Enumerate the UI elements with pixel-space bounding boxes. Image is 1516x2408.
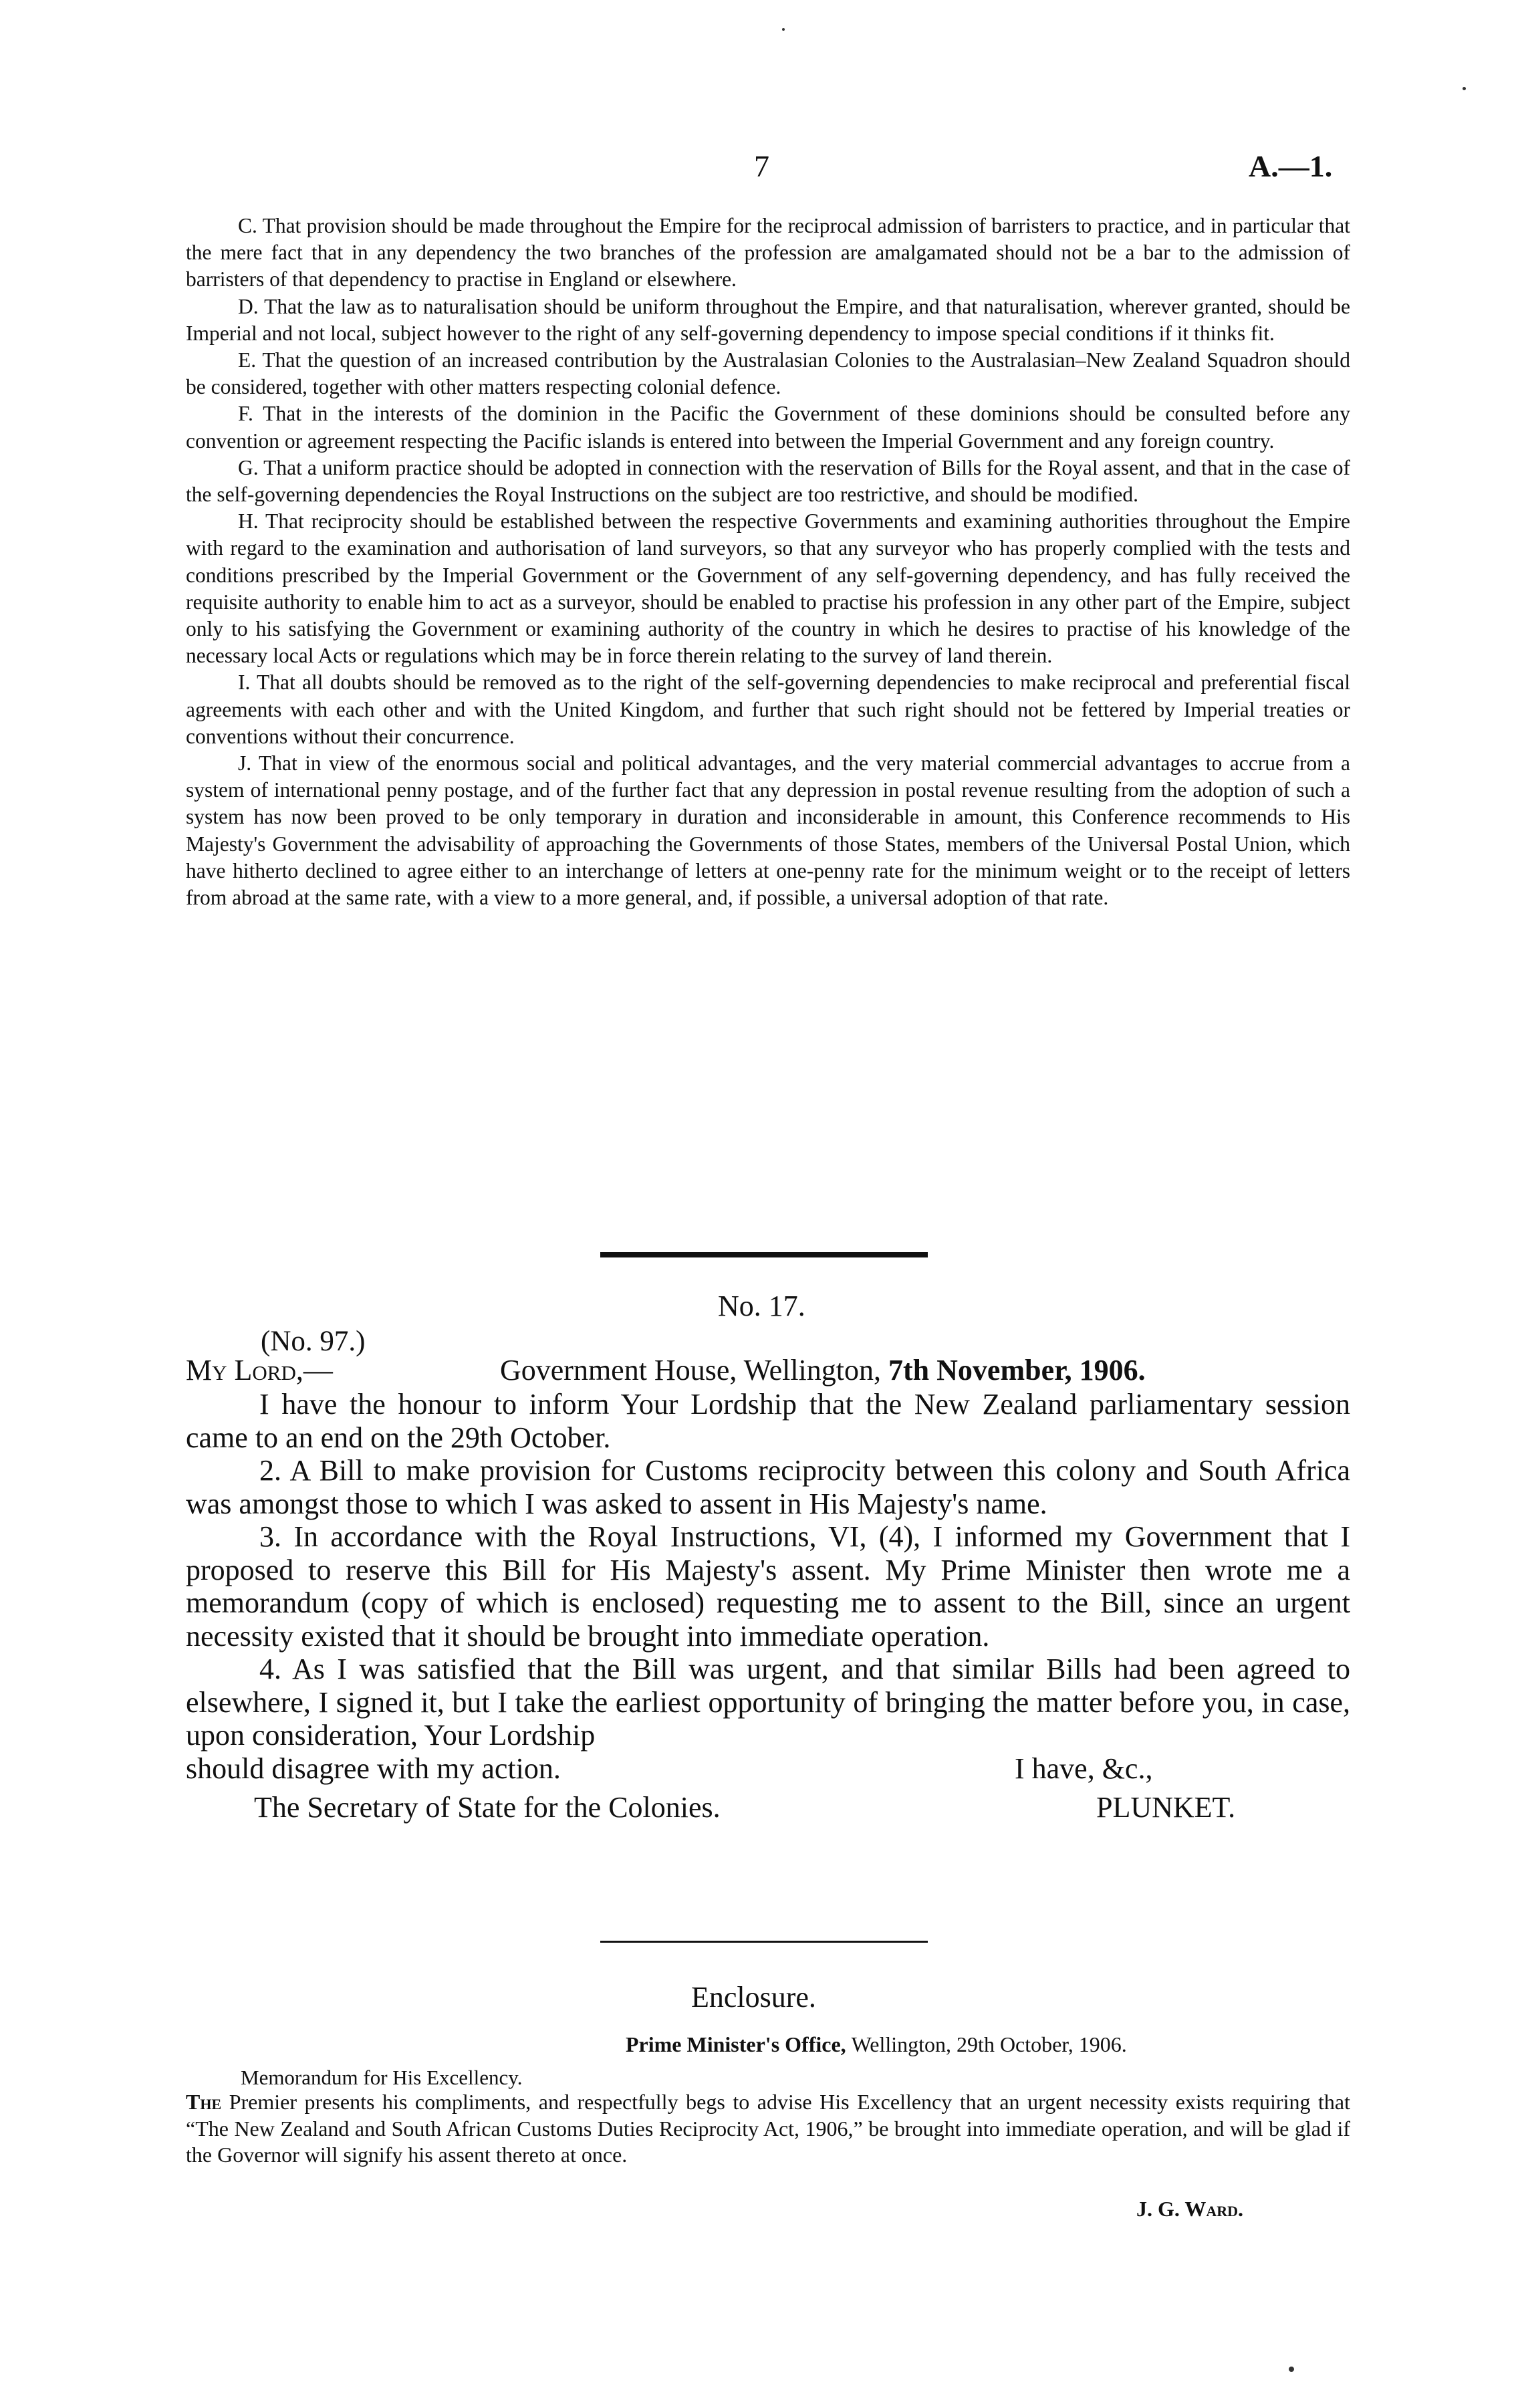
letter-paragraph-3: 3. In accordance with the Royal Instructions, VI, (4), I informed my Government that I proposed to reserve this Bill for His Majesty's assent. My Prime Minister then wrote me a memorandum (copy of which is enclosed) requesting me to assent to the Bill, since an urgent necessity existed that it should be brought into immediate operation.	[186, 1520, 1350, 1653]
despatch-reference: (No. 97.)	[261, 1326, 366, 1357]
resolutions-list	[186, 213, 1350, 911]
resolution-d: D. That the law as to naturalisation should be uniform throughout the Empire, and that naturalisation, wherever granted, should be Imperial and not local, subject however to the right of any self-governing dependency to impose special conditions if it thinks fit.	[186, 294, 1350, 345]
memo-body	[186, 2089, 1350, 2169]
section-divider-thin	[600, 1941, 928, 1943]
print-speck	[782, 28, 785, 31]
closing-line	[186, 1752, 1350, 1786]
complimentary-close: I have, &c.,	[1015, 1752, 1153, 1785]
closing-text: should disagree with my action.	[186, 1752, 561, 1785]
address-date: 7th November, 1906.	[888, 1354, 1146, 1387]
despatch-letter	[186, 1353, 1350, 1828]
memo-heading: Memorandum for His Excellency.	[241, 2066, 523, 2089]
memo-office-date: Wellington, 29th October, 1906.	[851, 2032, 1127, 2056]
despatch-number: No. 17.	[718, 1290, 805, 1322]
addressee-line	[186, 1790, 1350, 1828]
despatch-signature: PLUNKET.	[1096, 1791, 1236, 1824]
memo-office-line	[626, 2032, 1127, 2057]
memo-signature: J. G. Ward.	[1131, 2197, 1243, 2221]
memo-body-text: Premier presents his compliments, and respectfully begs to advise His Excellency that an urgent necessity exists requiring that “The New Zealand and South African Customs Duties Reciprocity Act, 1906,” be brought into immediate operation, and will be glad if the Governor will signify his assent thereto at once.	[186, 2090, 1350, 2167]
section-divider-thick	[600, 1252, 928, 1257]
resolution-e: E. That the question of an increased contribution by the Australasian Colonies to the Australasian–New Zealand Squadron should be considered, together with other matters respecting colonial defence.	[186, 348, 1350, 399]
resolution-i: I. That all doubts should be removed as to the right of the self-governing dependencies to make reciprocal and preferential fiscal agreements with each other and with the United Kingdom, and further that such right should not be fettered by Imperial treaties or conventions without their concurrence.	[186, 671, 1350, 748]
resolution-c: C. That provision should be made throughout the Empire for the reciprocal admission of barristers to practice, and in particular that the mere fact that in any dependency the two branches of the profession are amalgamated should not be a bar to the admission of barristers of that dependency to practise in England or elsewhere.	[186, 214, 1350, 291]
letter-paragraph-4: 4. As I was satisfied that the Bill was urgent, and that similar Bills had been agreed to elsewhere, I signed it, but I take the earliest opportunity of bringing the matter before you, in case, upon consideration, Your Lordship	[186, 1653, 1350, 1752]
enclosure-title: Enclosure.	[691, 1981, 816, 2014]
document-reference: A.—1.	[1249, 149, 1333, 183]
print-speck	[1289, 2367, 1294, 2372]
despatch-address	[500, 1353, 1146, 1388]
print-speck	[1463, 87, 1466, 90]
page-number: 7	[754, 149, 769, 183]
letter-paragraph-2: 2. A Bill to make provision for Customs reciprocity between this colony and South Africa was amongst those to which I was asked to assent in His Majesty's name.	[186, 1454, 1350, 1520]
memo-office-place: Prime Minister's Office,	[626, 2032, 852, 2056]
resolution-j: J. That in view of the enormous social and political advantages, and the very material commercial advantages to accrue from a system of international penny postage, and of the further fact that any depression in postal revenue resulting from the adoption of such a system has now been proved to be only temporary in duration and inconsiderable in amount, this Conference recommends to His Majesty's Government the advisability of approaching the Governments of those States, members of the Universal Postal Union, which have hitherto declined to agree either to an interchange of letters at one-penny rate for the minimum weight or to the receipt of letters from abroad at the same rate, with a view to a more general, and, if possible, a universal adoption of that rate.	[186, 751, 1350, 910]
resolution-g: G. That a uniform practice should be adopted in connection with the reservation of Bills for the Royal assent, and that in the case of the self-governing dependencies the Royal Instructions on the subject are too restrictive, and should be modified.	[186, 455, 1350, 507]
resolution-f: F. That in the interests of the dominion in the Pacific the Government of these dominions should be consulted before any convention or agreement respecting the Pacific islands is entered into between the Imperial Government and any foreign country.	[186, 402, 1350, 453]
resolution-h: H. That reciprocity should be established between the respective Governments and examining authorities throughout the Empire with regard to the examination and authorisation of land surveyors, so that any surveyor who has properly complied with the tests and conditions prescribed by the Imperial Government or the Government of any self-governing dependency, and has fully received the requisite authority to enable him to act as a surveyor, should be enabled to practise his profession in any other part of the Empire, subject only to his satisfying the Government or examining authority of the country in which he desires to practise of his knowledge of the necessary local Acts or regulations which may be in force therein relating to the survey of land therein.	[186, 509, 1350, 668]
salutation-line	[186, 1353, 1350, 1388]
letter-paragraph-1: I have the honour to inform Your Lordship that the New Zealand parliamentary session came to an end on the 29th October.	[186, 1388, 1350, 1454]
address-place: Government House, Wellington,	[500, 1354, 889, 1387]
addressee: The Secretary of State for the Colonies.	[254, 1791, 721, 1824]
salutation: My Lord,—	[186, 1354, 333, 1387]
memo-lead-word: The	[186, 2090, 222, 2114]
page-header	[0, 148, 1516, 189]
